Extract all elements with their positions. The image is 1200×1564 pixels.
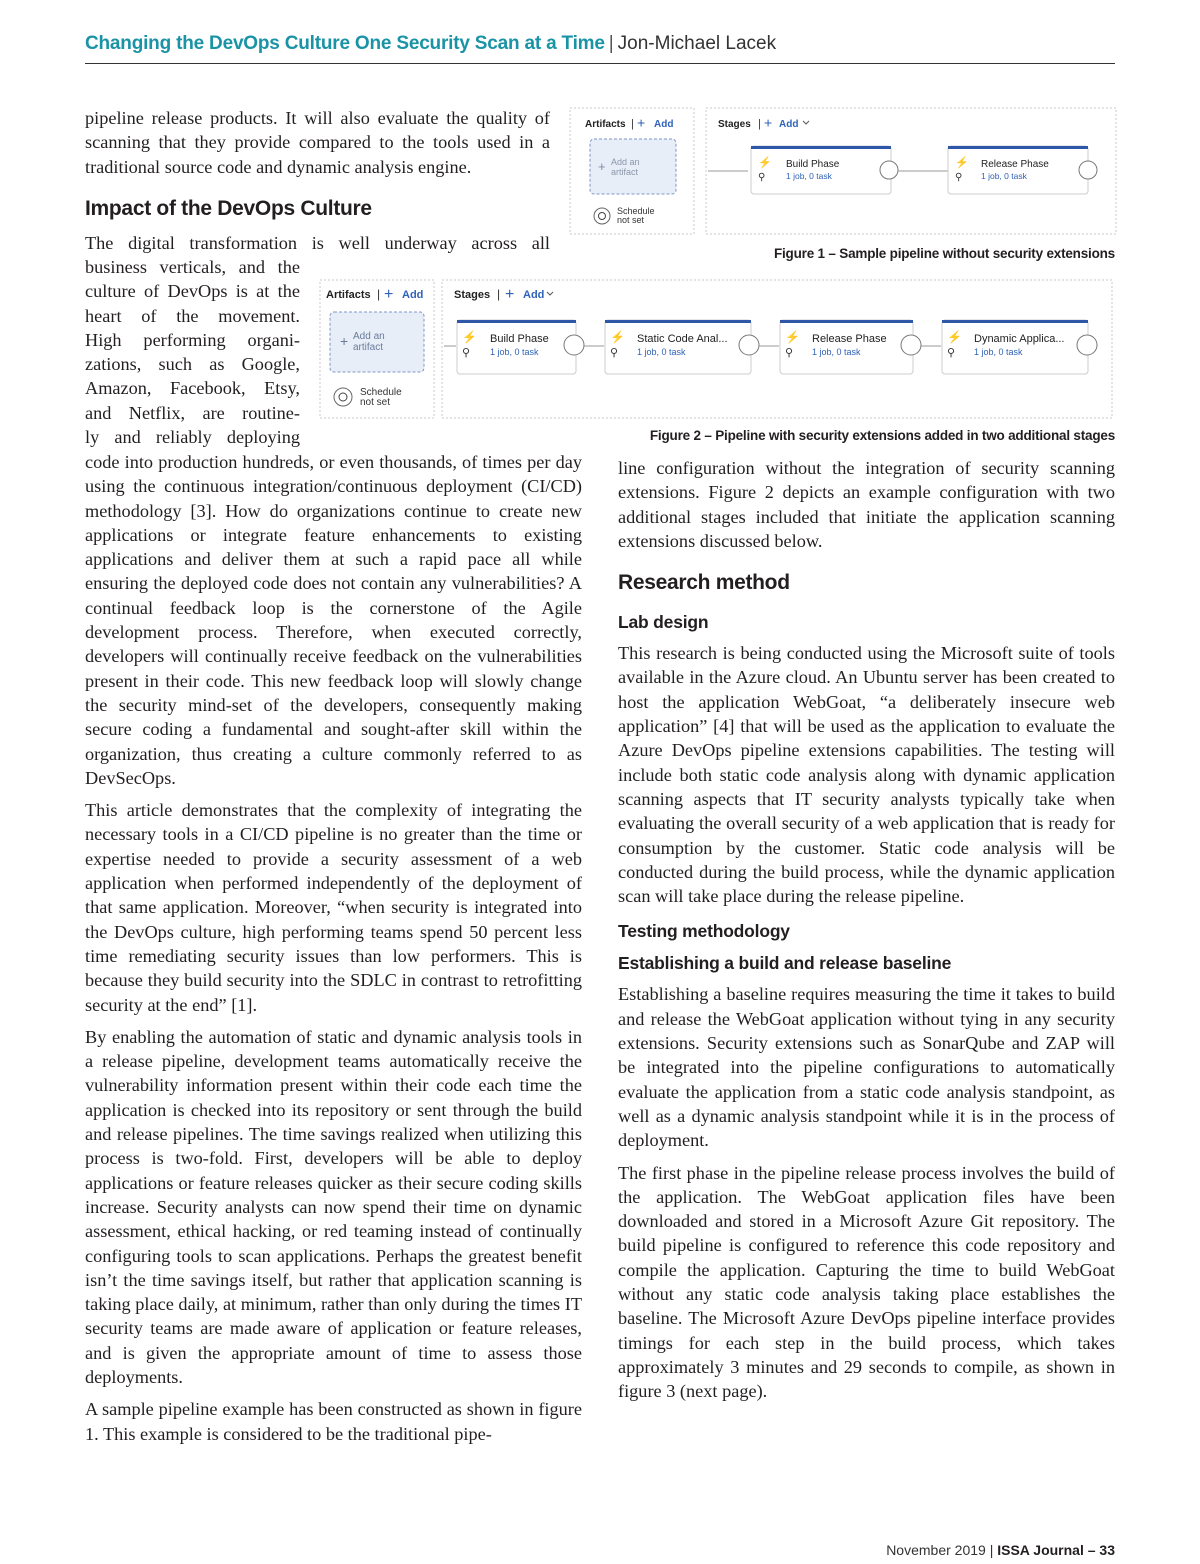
p1-wrapped-block: [85, 255, 300, 449]
article-author: Jon-Michael Lacek: [617, 33, 777, 54]
p3: By enabling the automation of static and dynamic analysis tools in a release pipeline, development teams automatically receive the vulnerability information present within their code each time the application is checked into its repository or sent through the build and release pipelines. The time savings realized when utilizing this process is two-fold. First, developers will be able to deploy applications or feature releases quicker as their secure coding skills increase. Security analysts can now spend their time on dynamic assessment, ethical hacking, or red teaming instead of continually configuring tools to scan applications. Perhaps the greatest benefit isn’t the time savings itself, but rather that application scanning is taking place daily, at minimum, rather than only during the times IT security teams are made aware of application or feature releases, and is given the appropriate amount of time to assess those deployments.: [85, 1026, 582, 1387]
plus-icon[interactable]: +: [764, 114, 773, 131]
p4: A sample pipeline example has been constructed as shown in figure 1. This example is considered to be the traditional pipe-: [85, 1399, 582, 1444]
stage-sub: 1 job, 0 task: [812, 347, 861, 357]
column-2-body: [618, 456, 1115, 1404]
stage-card[interactable]: [780, 320, 913, 374]
person-icon: ⚲: [785, 347, 794, 359]
divider-glyph: |: [377, 287, 381, 301]
p-continued: line configuration without the integration of security scanning extensions. Figure 2 depicts an example configuration with two additional stages included that initiate the application scanning extensions discussed below.: [618, 458, 1115, 551]
intro-text: pipeline release products. It will also evaluate the quality of scanning that they provide compared to the tools used in a traditional source code and dynamic analysis engine.: [85, 108, 550, 177]
lightning-icon: ⚡: [955, 157, 969, 169]
p1-wrap-line: ly and reliably deploying: [85, 427, 300, 448]
p-baseline-2: The first phase in the pipeline release process involves the build of the application. The WebGoat application files have been downloaded and stored in a Microsoft Azure Git repository. The build pipeline is configured to reference this code repository and compile the application. Capturing the time to build WebGoat without any static code analysis taking place establishes the baseline. The Microsoft Azure DevOps pipeline interface provides timings for each step in the build process, which takes approximately 3 minutes and 29 seconds to compile, as shown in figure 3 (next page).: [618, 1162, 1115, 1402]
approver-icon[interactable]: [901, 335, 921, 355]
stage-name: Static Code Anal...: [637, 333, 728, 345]
stage-top-bar: [948, 146, 1088, 149]
stage-sub: 1 job, 0 task: [637, 347, 686, 357]
schedule-line: not set: [360, 397, 391, 408]
heading-baseline: Establishing a build and release baseline: [618, 953, 952, 974]
lightning-icon: ⚡: [462, 330, 477, 344]
stage-name: Release Phase: [812, 333, 887, 345]
p1-wrap-line: zations, such as Google,: [85, 354, 300, 375]
stage-sub: 1 job, 0 task: [490, 347, 539, 357]
p2: This article demonstrates that the complexity of integrating the necessary tools in a CI/CD pipeline is no greater than the time or expertise needed to provide a security assessment of a web application when performed independently of the deployment of that same application. Moreover, “when security is integrated into the DevOps culture, high performing teams spend 50 percent less time remediating security issues than low performers. This is because they build security into the SDLC in contrast to retrofitting security at the end” [1].: [85, 800, 582, 1015]
p1-wrap-line: and Netflix, are routine-: [85, 402, 300, 423]
heading-impact: Impact of the DevOps Culture: [85, 197, 372, 220]
figure-1-caption: Figure 1 – Sample pipeline without security extensions: [773, 246, 1115, 261]
p1-wrap-line: business verticals, and the: [85, 257, 300, 277]
footer-separator: |: [989, 1542, 994, 1558]
running-header: [85, 33, 1115, 55]
heading-testing-methodology: Testing methodology: [618, 921, 790, 942]
figure-2-caption: Figure 2 – Pipeline with security extensions added in two additional stages: [649, 428, 1115, 443]
stage-name: Dynamic Applica...: [974, 333, 1065, 345]
p1-first-line: The digital transformation is well underway across all: [85, 233, 550, 253]
approver-icon[interactable]: [1079, 161, 1097, 179]
p1-wrap-line: culture of DevOps is at the: [85, 281, 300, 302]
lightning-icon: ⚡: [610, 330, 625, 344]
p1-wrap-line: Amazon, Facebook, Etsy,: [85, 378, 300, 399]
stage-card[interactable]: [751, 146, 891, 194]
add-artifact-link[interactable]: Add: [654, 119, 674, 130]
stage-card[interactable]: [948, 146, 1088, 194]
add-artifact-line: artifact: [611, 167, 639, 177]
stage-top-bar: [751, 146, 891, 149]
person-icon: ⚲: [955, 172, 963, 183]
person-icon: ⚲: [462, 347, 471, 359]
page-footer: [886, 1542, 1115, 1558]
intro-paragraph: [85, 106, 550, 179]
artifacts-label: Artifacts: [585, 119, 626, 130]
divider-glyph: |: [758, 118, 761, 130]
p1-wrap-line: heart of the movement.: [85, 305, 300, 326]
page-number: 33: [1099, 1542, 1115, 1558]
stage-card[interactable]: [457, 320, 576, 374]
p1-rest: code into production hundreds, or even thousands, of times per day using the continuous integration/continuous deployment (CI/CD) methodology [3]. How do organizations continue to create new applications or integrate feature enhancements to existing applications and deliver them at such a rapid pace all while ensuring the deployed code does not contain any vulnerabilities? A continual feedback loop is the cornerstone of the Agile development process. Therefore, when executed correctly, developers will continually receive feedback on the vulnerabilities present in their code. This new feedback loop will slowly change the security mind-set of the developers, consequently making secure coding a fundamental and sought-after skill within the organization, thus creating a culture commonly referred to as DevSecOps.: [85, 452, 582, 788]
lightning-icon: ⚡: [947, 330, 962, 344]
heading-research-method: Research method: [618, 571, 790, 595]
header-separator: |: [608, 33, 614, 54]
schedule-icon[interactable]: [334, 388, 352, 406]
stage-card[interactable]: [605, 320, 751, 374]
approver-icon[interactable]: [880, 161, 898, 179]
stage-name: Build Phase: [786, 159, 840, 170]
person-icon: ⚲: [610, 347, 619, 359]
add-artifact-line: artifact: [353, 342, 384, 353]
footer-date: November 2019: [886, 1542, 986, 1558]
column-1-body: [85, 450, 582, 1446]
plus-icon: +: [340, 333, 349, 349]
stage-name: Release Phase: [981, 159, 1049, 170]
plus-icon[interactable]: +: [384, 286, 394, 303]
approver-icon[interactable]: [739, 335, 759, 355]
heading-lab-design: Lab design: [618, 612, 709, 633]
stages-label: Stages: [718, 119, 751, 130]
article-title: Changing the DevOps Culture One Security Scan at a Time: [85, 33, 605, 54]
approver-icon[interactable]: [564, 335, 584, 355]
stage-sub: 1 job, 0 task: [786, 171, 832, 181]
stages-label: Stages: [454, 289, 491, 301]
stage-top-bar: [780, 320, 913, 323]
add-artifact-line: Add an: [611, 157, 640, 167]
figure-2-pipeline: [318, 278, 1115, 421]
artifacts-label: Artifacts: [326, 289, 371, 301]
divider-glyph: |: [497, 287, 501, 301]
stage-top-bar: [605, 320, 751, 323]
approver-icon[interactable]: [1077, 335, 1097, 355]
p-baseline-1: Establishing a baseline requires measuring the time it takes to build and release the WebGoat application without tying in any security extensions. Security extensions such as SonarQube and ZAP will be integrated into the pipeline configurations to automatically evaluate the application from a static code analysis standpoint, as well as a dynamic analysis standpoint while it is in the process of deployment.: [618, 984, 1115, 1151]
plus-icon[interactable]: +: [505, 286, 515, 303]
lightning-icon: ⚡: [758, 157, 772, 169]
p1-wrap-line: High performing organi-: [85, 329, 300, 350]
stage-name: Build Phase: [490, 333, 549, 345]
plus-icon[interactable]: +: [637, 114, 646, 131]
header-rule: [85, 63, 1115, 64]
add-stage-link[interactable]: Add: [779, 119, 799, 130]
lightning-icon: ⚡: [785, 330, 800, 344]
divider-glyph: |: [631, 118, 634, 130]
stage-top-bar: [457, 320, 576, 323]
figure-1-pipeline: [568, 106, 1118, 238]
stage-sub: 1 job, 0 task: [974, 347, 1023, 357]
stage-top-bar: [942, 320, 1088, 323]
stage-card[interactable]: [942, 320, 1088, 374]
add-stage-link[interactable]: Add: [523, 289, 545, 301]
p-lab: This research is being conducted using the Microsoft suite of tools available in the Azure cloud. An Ubuntu server has been created to host the application WebGoat, “a deliberately insecure web application” [4] that will be used as the application to evaluate the Azure DevOps pipeline extensions capabilities. The testing will include both static code analysis along with dynamic application scanning aspects that IT security analysts typically take when evaluating the overall security of a web application that is ready for consumption by the customer. Static code analysis will be conducted during the build process, while the dynamic application scan will take place during the release pipeline.: [618, 643, 1115, 907]
schedule-line: Schedule: [617, 206, 655, 216]
schedule-icon[interactable]: [594, 208, 610, 224]
add-artifact-link[interactable]: Add: [402, 289, 424, 301]
plus-icon: +: [598, 159, 606, 174]
add-artifact-line: Add an: [353, 331, 385, 342]
person-icon: ⚲: [758, 172, 766, 183]
stage-sub: 1 job, 0 task: [981, 171, 1027, 181]
schedule-line: not set: [617, 215, 645, 225]
footer-journal: ISSA Journal –: [997, 1542, 1096, 1558]
person-icon: ⚲: [947, 347, 956, 359]
schedule-line: Schedule: [360, 387, 402, 398]
